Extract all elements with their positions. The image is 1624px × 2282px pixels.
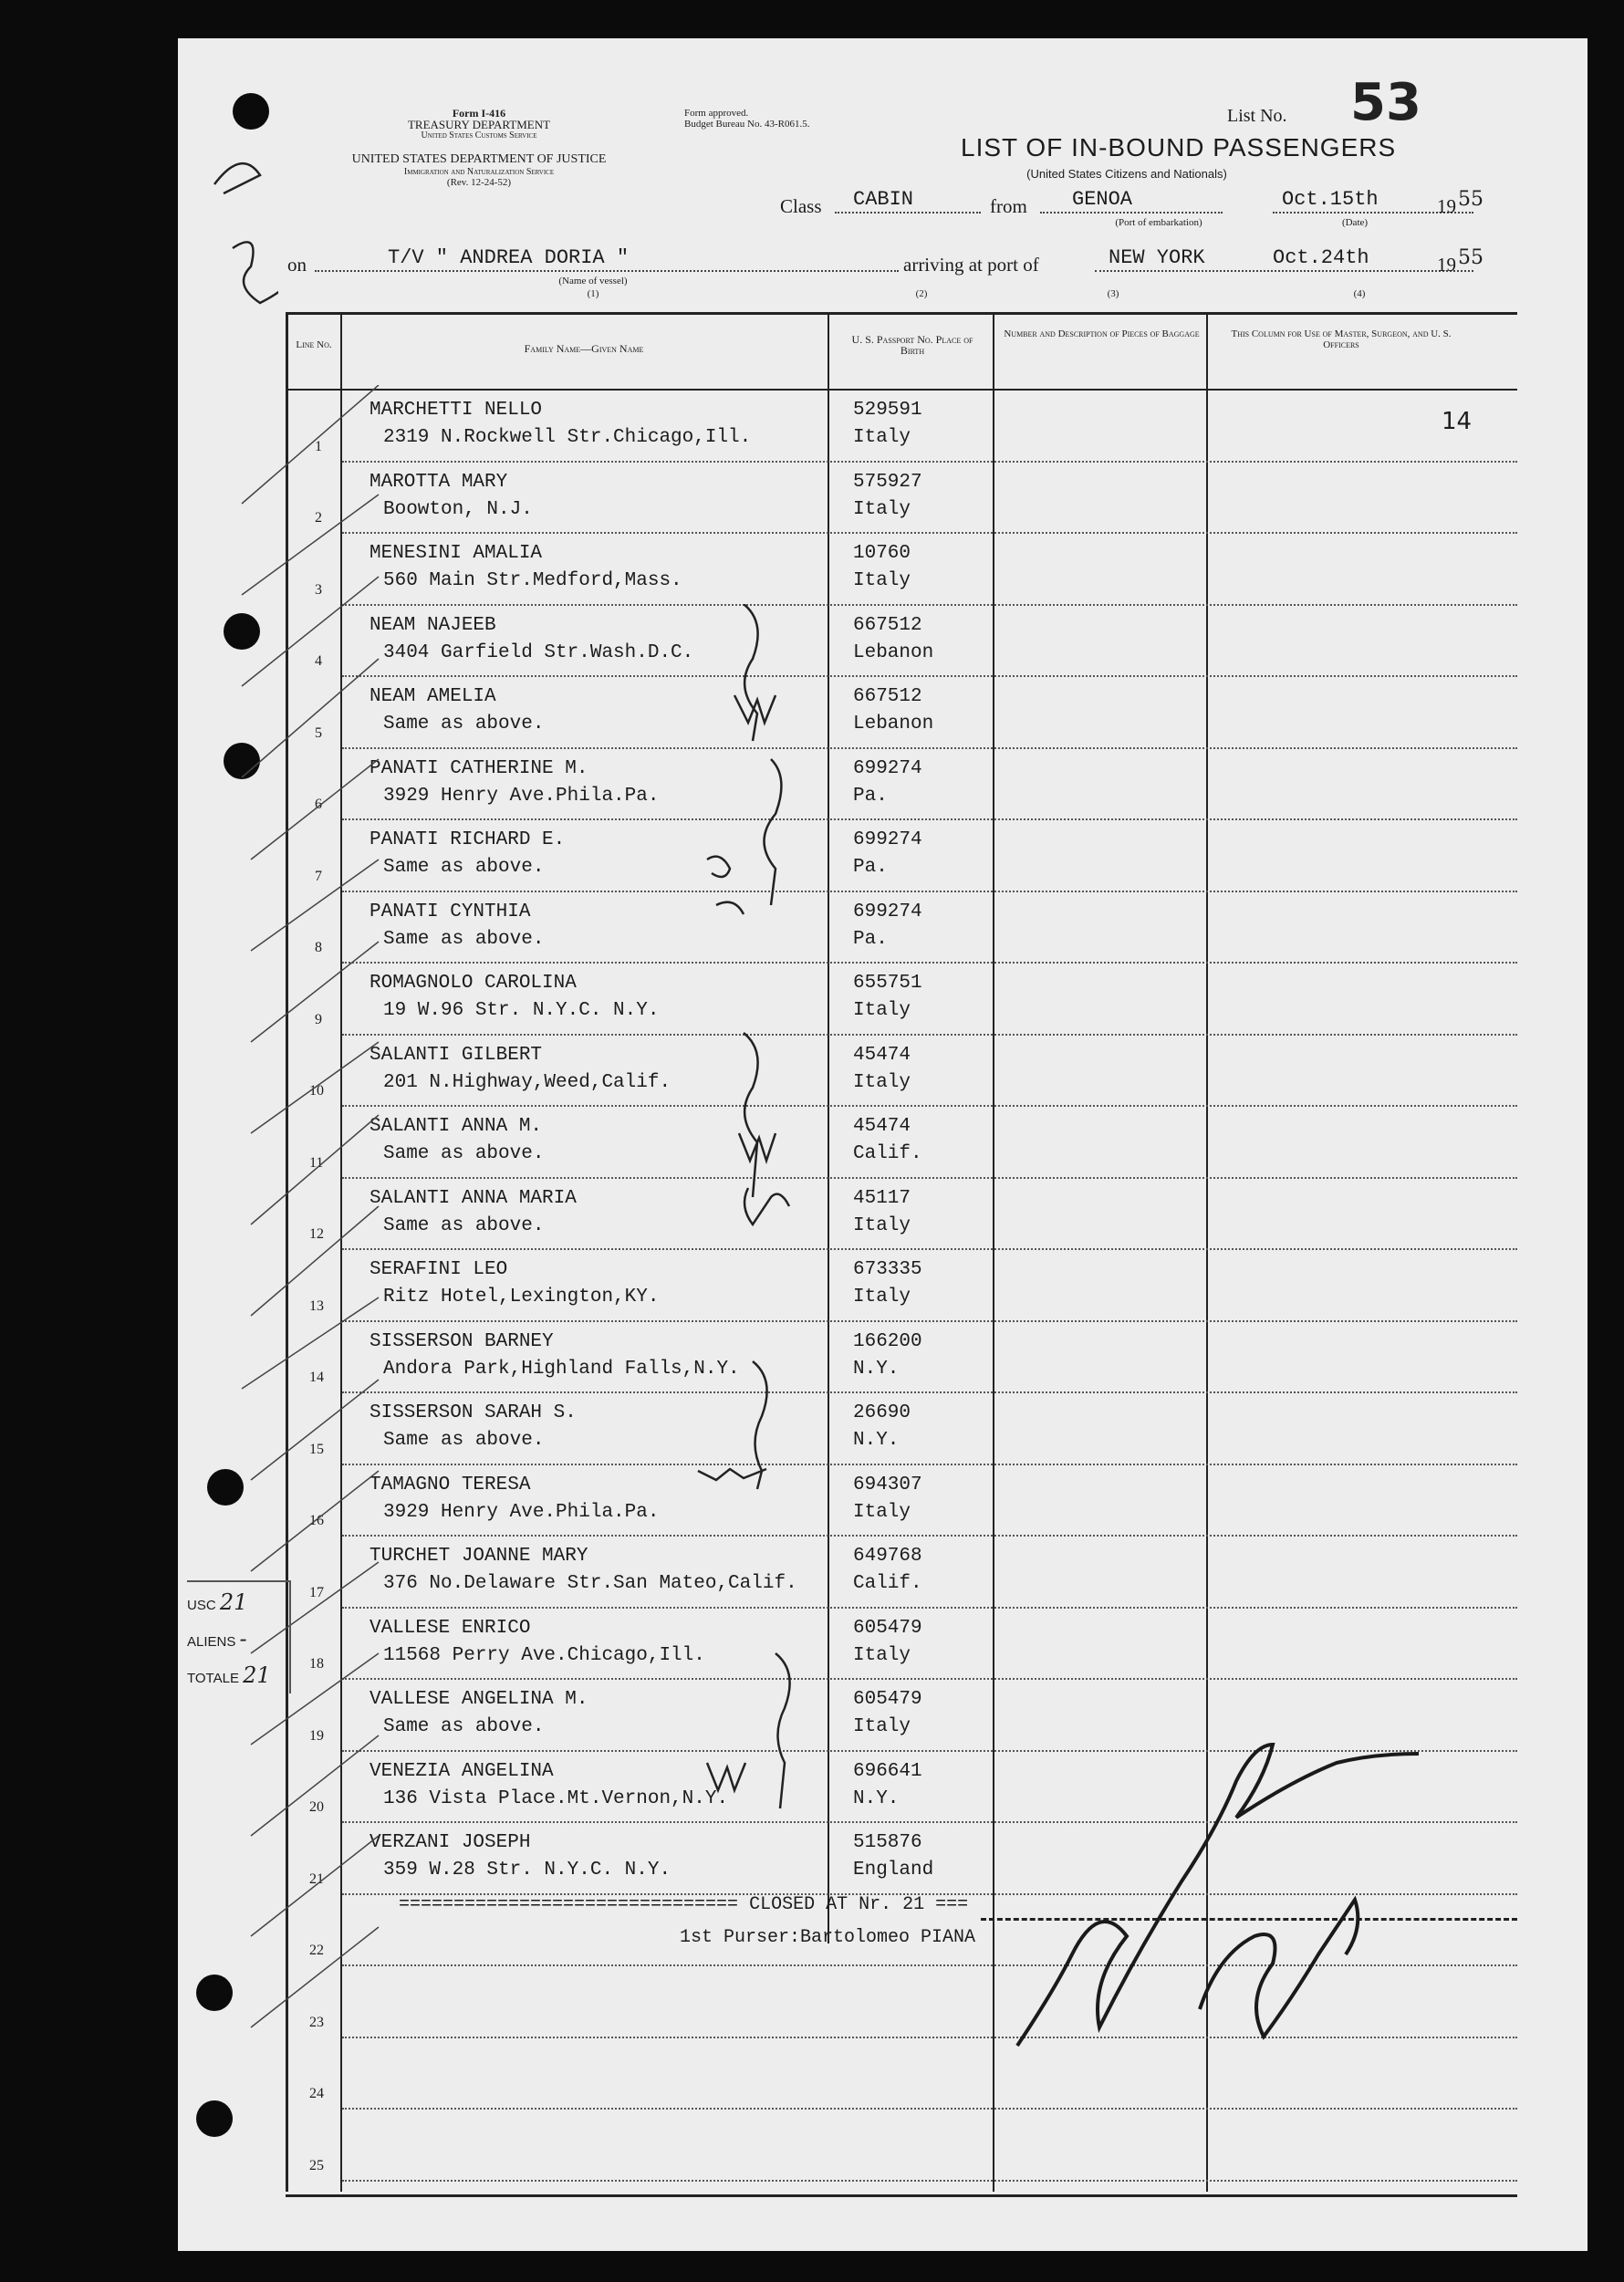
line-number: 10 [309, 1083, 324, 1099]
check-marks-icon [233, 385, 397, 2119]
passenger-name: TURCHET JOANNE MARY [370, 1546, 588, 1567]
line-number: 2 [315, 510, 322, 526]
customs-service: United States Customs Service [421, 130, 537, 141]
table-row [178, 2110, 1588, 2182]
line-number: 6 [315, 797, 322, 812]
passenger-address: 3929 Henry Ave.Phila.Pa. [383, 785, 660, 807]
passenger-address: 560 Main Str.Medford,Mass. [383, 570, 682, 591]
family-bracket-marks-icon [689, 604, 844, 1927]
place-of-birth: N.Y. [853, 1787, 900, 1809]
place-of-birth: Calif. [853, 1573, 922, 1594]
passport-number: 529591 [853, 400, 922, 421]
column-2-marker: (2) [915, 288, 928, 299]
tally-aliens-value: - [239, 1626, 247, 1652]
officer-note: 14 [1442, 408, 1473, 435]
passenger-name: SISSERSON BARNEY [370, 1330, 554, 1352]
passport-number: 667512 [853, 686, 922, 707]
arriving-label: arriving at port of [903, 254, 1039, 276]
departure-year-suffix: 55 [1458, 188, 1483, 211]
passenger-name: PANATI CYNTHIA [370, 901, 531, 922]
column-4-marker: (4) [1353, 288, 1366, 299]
passport-number: 515876 [853, 1832, 922, 1853]
from-fill [1040, 212, 1223, 214]
passenger-address: 359 W.28 Str. N.Y.C. N.Y. [383, 1860, 671, 1881]
line-number: 7 [315, 868, 322, 884]
passenger-name: VERZANI JOSEPH [370, 1832, 531, 1853]
passenger-address: 2319 N.Rockwell Str.Chicago,Ill. [383, 427, 752, 448]
passport-number: 667512 [853, 614, 922, 636]
place-of-birth: Italy [853, 570, 911, 591]
on-label: on [287, 254, 307, 276]
passport-number: 655751 [853, 973, 922, 994]
header-family-name: Family Name—Given Name [524, 342, 644, 355]
page-title: LIST OF IN-BOUND PASSENGERS [961, 133, 1397, 162]
passenger-name: SERAFINI LEO [370, 1259, 508, 1280]
vessel-name: T/V " ANDREA DORIA " [388, 246, 630, 269]
tally-usc-value: 21 [219, 1589, 248, 1615]
place-of-birth: Italy [853, 1214, 911, 1236]
passenger-address: 201 N.Highway,Weed,Calif. [383, 1071, 671, 1093]
passenger-name: MAROTTA MARY [370, 471, 508, 493]
passport-number: 699274 [853, 901, 922, 922]
passport-number: 605479 [853, 1617, 922, 1639]
line-number: 18 [309, 1656, 324, 1672]
arrival-year-suffix: 55 [1458, 246, 1483, 269]
binder-hole [233, 93, 269, 130]
passenger-name: SISSERSON SARAH S. [370, 1402, 577, 1423]
passenger-address: Boowton, N.J. [383, 498, 533, 520]
departure-year-prefix: 19 [1437, 195, 1456, 217]
date-caption: (Date) [1341, 217, 1369, 228]
column-1-marker: (1) [587, 288, 599, 299]
place-of-birth: Pa. [853, 785, 888, 807]
line-number: 20 [309, 1799, 324, 1815]
passenger-name: NEAM AMELIA [370, 686, 496, 707]
ins-service: Immigration and Naturalization Service [403, 167, 555, 177]
line-number: 3 [315, 581, 322, 598]
place-of-birth: Italy [853, 1287, 911, 1308]
line-number: 14 [309, 1370, 324, 1385]
line-number: 8 [315, 940, 322, 955]
line-number: 9 [315, 1011, 322, 1027]
passenger-address: Same as above. [383, 1214, 545, 1236]
line-number: 17 [309, 1584, 324, 1600]
page-subtitle: (United States Citizens and Nationals) [1026, 167, 1227, 181]
passenger-address: Ritz Hotel,Lexington,KY. [383, 1287, 660, 1308]
row-divider [342, 2180, 1517, 2182]
departure-date: Oct.15th [1282, 188, 1379, 211]
class-value: CABIN [853, 188, 914, 211]
passenger-address: 11568 Perry Ave.Chicago,Ill. [383, 1644, 705, 1666]
line-number: 15 [309, 1441, 324, 1457]
form-revision: (Rev. 12-24-52) [446, 177, 512, 188]
line-number: 23 [309, 2014, 324, 2030]
place-of-birth: Italy [853, 1644, 911, 1666]
form-approved: Form approved. [684, 108, 749, 119]
passenger-address: Same as above. [383, 1143, 545, 1164]
place-of-birth: N.Y. [853, 1430, 900, 1451]
port-of-embarkation: GENOA [1072, 188, 1133, 211]
budget-bureau: Budget Bureau No. 43-R061.5. [684, 119, 810, 130]
tally-usc-label: USC [187, 1598, 216, 1613]
tally-aliens-label: ALIENS [187, 1634, 236, 1650]
passport-number: 45117 [853, 1187, 911, 1209]
passenger-address: Same as above. [383, 714, 545, 735]
passenger-address: 136 Vista Place.Mt.Vernon,N.Y. [383, 1787, 729, 1809]
arrival-year-prefix: 19 [1437, 254, 1456, 276]
line-number: 5 [315, 724, 322, 741]
line-number: 19 [309, 1727, 324, 1744]
line-number: 11 [309, 1154, 324, 1171]
arrival-port: NEW YORK [1109, 246, 1205, 269]
line-number: 21 [309, 1870, 324, 1887]
passenger-name: SALANTI GILBERT [370, 1044, 543, 1066]
form-number: Form I-416 [452, 107, 506, 120]
passport-number: 649768 [853, 1546, 922, 1567]
vessel-caption: (Name of vessel) [558, 276, 628, 287]
tally-aliens [187, 1626, 287, 1652]
passenger-name: PANATI RICHARD E. [370, 829, 566, 850]
passport-number: 166200 [853, 1330, 922, 1352]
passenger-address: Same as above. [383, 1716, 545, 1737]
passenger-address: 3404 Garfield Str.Wash.D.C. [383, 641, 694, 663]
passenger-address: 376 No.Delaware Str.San Mateo,Calif. [383, 1573, 797, 1594]
passenger-name: VENEZIA ANGELINA [370, 1760, 554, 1782]
passenger-address: Same as above. [383, 1430, 545, 1451]
column-3-marker: (3) [1107, 288, 1119, 299]
arrival-date: Oct.24th [1273, 246, 1369, 269]
vessel-fill [315, 270, 899, 272]
place-of-birth: Italy [853, 1000, 911, 1021]
line-number: 1 [315, 438, 322, 454]
place-of-birth: Italy [853, 427, 911, 448]
list-number-label: List No. [1227, 106, 1287, 126]
class-fill [835, 212, 981, 214]
manifest-page [178, 38, 1588, 2251]
line-number: 24 [309, 2086, 324, 2101]
line-number: 16 [309, 1513, 324, 1528]
line-number: 12 [309, 1226, 324, 1242]
header-line-no: Line No. [296, 339, 332, 350]
place-of-birth: Lebanon [853, 641, 934, 663]
line-number: 22 [309, 1943, 324, 1958]
passenger-name: SALANTI ANNA MARIA [370, 1187, 577, 1209]
arrival-fill [1095, 270, 1473, 272]
passenger-name: NEAM NAJEEB [370, 614, 496, 636]
place-of-birth: Calif. [853, 1143, 922, 1164]
passport-number: 694307 [853, 1474, 922, 1495]
header-officers: This Column for Use of Master, Surgeon, and U. S. Officers [1231, 328, 1452, 350]
passport-number: 699274 [853, 757, 922, 779]
class-label: Class [780, 195, 822, 217]
place-of-birth: Italy [853, 1716, 911, 1737]
tally-total [187, 1662, 287, 1688]
passenger-name: TAMAGNO TERESA [370, 1474, 531, 1495]
place-of-birth: Pa. [853, 857, 888, 878]
signature-icon [999, 1662, 1455, 2100]
header-baggage: Number and Description of Pieces of Baggage [1004, 328, 1200, 339]
passenger-address: 19 W.96 Str. N.Y.C. N.Y. [383, 1000, 660, 1021]
department-of-justice: UNITED STATES DEPARTMENT OF JUSTICE [351, 152, 607, 166]
passport-number: 45474 [853, 1044, 911, 1066]
place-of-birth: Italy [853, 498, 911, 520]
treasury-department: TREASURY DEPARTMENT [407, 118, 551, 131]
passenger-name: PANATI CATHERINE M. [370, 757, 588, 779]
passenger-address: 3929 Henry Ave.Phila.Pa. [383, 1501, 660, 1523]
passenger-name: MENESINI AMALIA [370, 543, 543, 564]
passport-number: 699274 [853, 829, 922, 850]
passport-number: 10760 [853, 543, 911, 564]
place-of-birth: England [853, 1860, 934, 1881]
line-number: 13 [309, 1297, 324, 1314]
passenger-address: Same as above. [383, 857, 545, 878]
passport-number: 696641 [853, 1760, 922, 1782]
place-of-birth: Pa. [853, 928, 888, 950]
passport-number: 26690 [853, 1402, 911, 1423]
passenger-name: VALLESE ENRICO [370, 1617, 531, 1639]
margin-scribble-icon [196, 139, 278, 321]
passenger-name: SALANTI ANNA M. [370, 1116, 543, 1137]
passport-number: 605479 [853, 1689, 922, 1710]
place-of-birth: Italy [853, 1501, 911, 1523]
passenger-name: MARCHETTI NELLO [370, 400, 543, 421]
tally-total-label: TOTALE [187, 1671, 239, 1686]
place-of-birth: Italy [853, 1071, 911, 1093]
tally-total-value: 21 [243, 1662, 271, 1688]
purser: 1st Purser:Bartolomeo PIANA [680, 1927, 976, 1948]
closed-line: =============================== CLOSED AT Nr. 21 === [399, 1894, 969, 1915]
line-number: 4 [315, 653, 322, 669]
header-passport: U. S. Passport No. Place of Birth [851, 333, 973, 357]
passport-number: 575927 [853, 471, 922, 493]
place-of-birth: N.Y. [853, 1358, 900, 1380]
embarkation-caption: (Port of embarkation) [1115, 217, 1202, 228]
from-label: from [990, 195, 1027, 217]
passport-number: 45474 [853, 1116, 911, 1137]
passport-number: 673335 [853, 1259, 922, 1280]
place-of-birth: Lebanon [853, 714, 934, 735]
line-number: 25 [309, 2157, 324, 2173]
passenger-address: Same as above. [383, 928, 545, 950]
tally-usc [187, 1589, 287, 1615]
passenger-address: Andora Park,Highland Falls,N.Y. [383, 1358, 740, 1380]
list-number: 53 [1350, 73, 1421, 132]
passenger-name: ROMAGNOLO CAROLINA [370, 973, 577, 994]
passenger-name: VALLESE ANGELINA M. [370, 1689, 588, 1710]
